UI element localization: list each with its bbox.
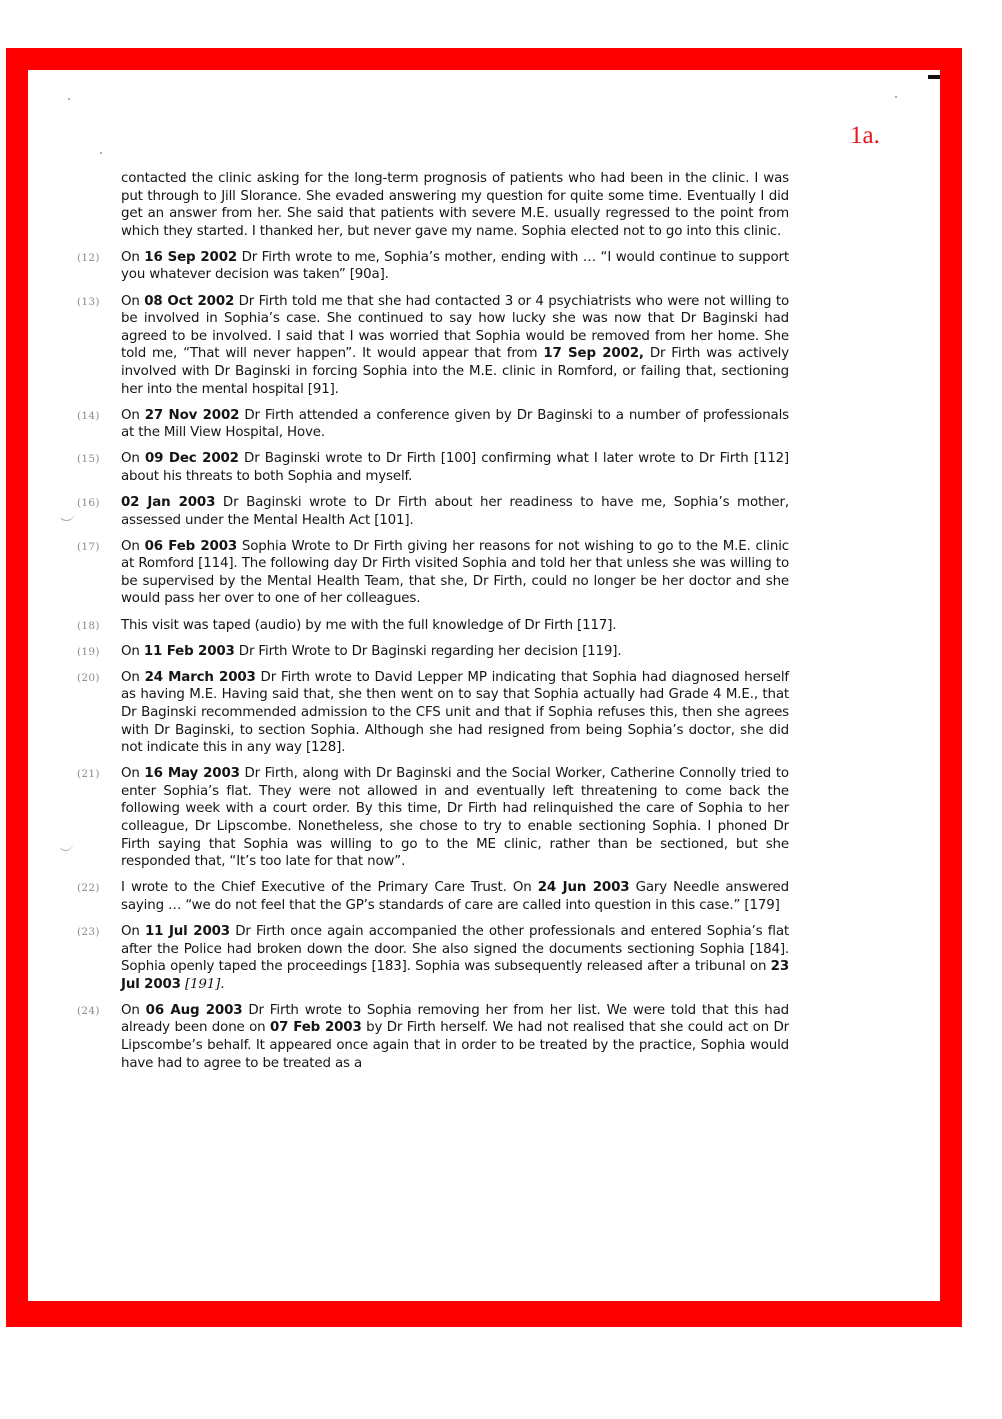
paragraph-text	[121, 879, 789, 914]
date-emphasis: 09 Dec 2002	[144, 451, 239, 467]
text-run: On	[121, 669, 145, 685]
numbered-paragraph	[73, 765, 789, 871]
text-run: On	[121, 249, 145, 265]
date-emphasis: 16 Sep 2002	[144, 249, 238, 265]
paragraph-number: (22)	[77, 882, 100, 895]
paragraph-text	[121, 617, 789, 635]
text-run: Dr Firth was actively involved with Dr Baginski in forcing Sophia into the M.E. clinic in Romford, or failing that, sectioning her into the mental hospital [91].	[121, 346, 789, 397]
text-run: Dr Firth wrote to me, Sophia’s mother, ending with … “I would continue to support you whatever decision was taken” [90a].	[121, 249, 789, 283]
text-run: Dr Firth Wrote to Dr Baginski regarding her decision [119].	[234, 643, 622, 659]
text-run: Dr Firth wrote to Sophia removing her from her list. We were told that this had already been done on	[121, 1002, 789, 1036]
paragraph-number: (16)	[77, 497, 100, 509]
text-run: Dr Firth once again accompanied the other professionals and entered Sophia’s flat after the Police had broken down the door. She also signed the documents sectioning Sophia [184]. Sophia openly taped the proceedings [183]. Sophia was subsequently released after a tribunal on	[121, 923, 789, 975]
text-run: Dr Firth, along with Dr Baginski and the Social Worker, Catherine Connolly tried to enter Sophia’s flat. They were not allowed in and eventually left threatening to come back the following week with a court order. By this time, Dr Firth had relinquished the care of Sophia to her colleague, Dr Lipscombe. Nonetheless, she chose to try to enable sectioning Sophia. I phoned Dr Firth saying that Sophia was willing to go to the ME clinic, rather than be sectioned, but she responded that, “It’s too late for that now”.	[121, 766, 789, 870]
date-emphasis: 24 Jun 2003	[537, 880, 630, 896]
paragraph-text	[121, 293, 789, 399]
paragraph-number: (18)	[77, 619, 100, 632]
handwritten-reference: [191].	[184, 976, 225, 992]
paragraph-number: (14)	[77, 409, 100, 422]
paragraph-text	[121, 765, 789, 871]
paragraph-number: (21)	[77, 768, 100, 781]
numbered-paragraph-list	[73, 249, 789, 1072]
paragraph-number: (13)	[77, 295, 100, 308]
paragraph-number: (15)	[77, 453, 100, 466]
date-emphasis: 11 Jul 2003	[144, 923, 230, 939]
red-border-frame	[6, 48, 962, 1327]
scan-speck	[100, 152, 102, 154]
numbered-paragraph	[73, 538, 789, 608]
paragraph-text	[121, 494, 789, 529]
text-run: Dr Firth attended a conference given by Dr Baginski to a number of professionals at the Mill View Hospital, Hove.	[121, 407, 789, 441]
paragraph-number: (12)	[77, 251, 100, 264]
text-run: Dr Firth told me that she had contacted 3 or 4 psychiatrists who were not willing to be involved in Sophia’s case. She continued to say how lucky she was now that Dr Baginski had agreed to be involved. I said that I was worried that Sophia would be removed from her home. She told me, “That will never happen”. It would appear that from	[121, 293, 789, 362]
text-run: On	[121, 643, 144, 659]
numbered-paragraph	[73, 407, 789, 442]
date-emphasis: 27 Nov 2002	[144, 407, 240, 423]
intro-paragraph	[73, 170, 789, 240]
date-emphasis: 11 Feb 2003	[143, 643, 235, 659]
paragraph-number: (19)	[77, 645, 100, 658]
paragraph-text	[121, 1002, 789, 1072]
text-run: On	[121, 923, 145, 939]
text-run: On	[121, 451, 145, 467]
text-run: On	[121, 1002, 146, 1018]
numbered-paragraph	[73, 293, 789, 399]
text-run: Sophia Wrote to Dr Firth giving her reasons for not wishing to go to the M.E. clinic at Romford [114]. The following day Dr Firth visited Sophia and told her that unless she was willing to be supervised by the Mental Health Team, that she, Dr Firth, could no longer be her doctor and she would pass her over to one of her colleagues.	[121, 538, 789, 607]
document-page	[28, 70, 940, 1301]
numbered-paragraph	[73, 450, 789, 485]
scan-mark	[928, 75, 940, 79]
numbered-paragraph	[73, 923, 789, 993]
numbered-paragraph	[73, 879, 789, 914]
paragraph-text	[121, 249, 789, 284]
text-run: On	[121, 766, 145, 782]
numbered-paragraph	[73, 494, 789, 529]
text-run: On	[121, 538, 145, 554]
paragraph-text	[121, 923, 789, 993]
text-run: On	[121, 407, 145, 423]
paragraph-text	[121, 450, 789, 485]
paragraph-number: (23)	[77, 925, 100, 938]
text-run: by Dr Firth herself. We had not realised that she could act on Dr Lipscombe’s behalf. It appeared once again that in order to be treated by the practice, Sophia would have had to agree to be treated as a	[121, 1020, 789, 1071]
paragraph-text	[121, 407, 789, 442]
date-emphasis: 17 Sep 2002,	[543, 346, 644, 362]
text-run: On	[121, 293, 145, 309]
date-emphasis: 16 May 2003	[144, 766, 240, 782]
paragraph-number: (20)	[77, 671, 100, 684]
paragraph-number: (17)	[77, 540, 100, 553]
text-run: Dr Baginski wrote to Dr Firth about her readiness to have me, Sophia’s mother, assessed under the Mental Health Act [101].	[121, 495, 789, 528]
numbered-paragraph	[73, 643, 789, 661]
date-emphasis: 07 Feb 2003	[270, 1020, 362, 1036]
date-emphasis: 06 Feb 2003	[144, 538, 238, 554]
document-body	[73, 170, 789, 1081]
paragraph-text	[121, 643, 789, 661]
date-emphasis: 08 Oct 2002	[144, 293, 235, 309]
text-run: Gary Needle answered saying … “we do not feel that the GP’s standards of care are called into question in this case.” [179]	[121, 880, 789, 913]
date-emphasis: 24 March 2003	[144, 669, 256, 685]
paragraph-text: contacted the clinic asking for the long-term prognosis of patients who had been in the clinic. I was put through to Jill Slorance. She evaded answering my question for quite some time. Eventually I did get an answer from her. She said that patients with severe M.E. usually regressed to the point from which they started. I thanked her, but never gave my name. Sophia elected not to go into this clinic.	[121, 171, 789, 239]
paragraph-text	[121, 538, 789, 608]
text-run: Dr Firth wrote to David Lepper MP indicating that Sophia had diagnosed herself as having M.E. Having said that, she then went on to say that Sophia actually had Grade 4 M.E., that Dr Baginski recommended admission to the CFS unit and that if Sophia refuses this, then she agrees with Dr Baginski, to section Sophia. Although she had resigned from being Sophia’s doctor, she did not indicate this in any way [128].	[121, 669, 789, 756]
handwritten-mark	[58, 842, 73, 851]
numbered-paragraph	[73, 617, 789, 635]
page-label: 1a.	[850, 122, 880, 149]
date-emphasis: 02 Jan 2003	[121, 495, 216, 510]
paragraph-text	[121, 669, 789, 757]
numbered-paragraph	[73, 669, 789, 757]
date-emphasis: 23 Jul 2003	[121, 959, 789, 992]
date-emphasis: 06 Aug 2003	[145, 1002, 243, 1018]
numbered-paragraph	[73, 249, 789, 284]
paragraph-number: (24)	[77, 1004, 100, 1017]
text-run: Dr Baginski wrote to Dr Firth [100] confirming what I later wrote to Dr Firth [112] about his threats to both Sophia and myself.	[121, 451, 790, 484]
text-run: This visit was taped (audio) by me with the full knowledge of Dr Firth [117].	[121, 617, 617, 633]
numbered-paragraph	[73, 1002, 789, 1072]
text-run: I wrote to the Chief Executive of the Primary Care Trust. On	[121, 880, 538, 896]
scan-speck	[895, 96, 897, 98]
scan-speck	[68, 98, 70, 100]
